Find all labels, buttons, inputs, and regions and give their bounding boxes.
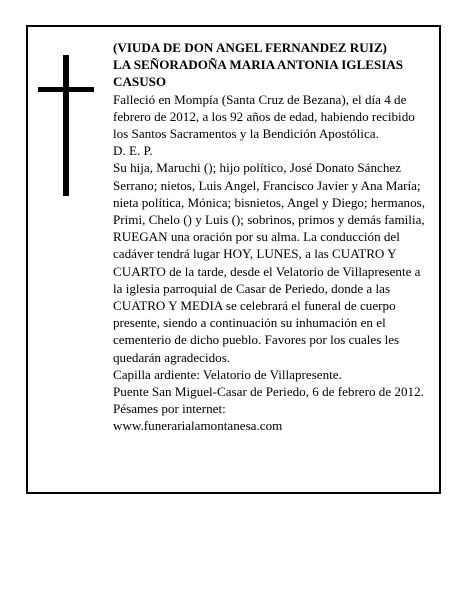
website-link: www.funerarialamontanesa.com xyxy=(113,418,283,434)
place-date: Puente San Miguel-Casar de Periedo, 6 de febrero de 2012. xyxy=(113,384,424,400)
deceased-name: LA SEÑORADOÑA MARIA ANTONIA IGLESIAS CASUSO xyxy=(113,57,404,90)
condolences-label: Pésames por internet: xyxy=(113,401,226,417)
cross-vertical-bar xyxy=(63,55,69,196)
family-list: Su hija, Maruchi (); hijo político, José Donato Sánchez Serrano; nietos, Luis Angel, Francisco Javier y Ana María; nieta política, Mónica; bisnietos, Angel y Diego; hermanos, Primi, Chelo () y Luis (); sobrinos, primos y demás familia, xyxy=(113,160,426,228)
rip-line: D. E. P. xyxy=(113,143,153,159)
death-statement: Falleció en Mompía (Santa Cruz de Bezana), el día 4 de febrero de 2012, a los 92 años de edad, habiendo recibido los Santos Sacramentos y la Bendición Apostólica. xyxy=(113,91,415,142)
cross-horizontal-bar xyxy=(38,87,94,92)
widow-line: (VIUDA DE DON ANGEL FERNANDEZ RUIZ) xyxy=(113,40,387,55)
chapel-line: Capilla ardiente: Velatorio de Villapresente. xyxy=(113,366,342,382)
funeral-details: RUEGAN una oración por su alma. La conducción del cadáver tendrá lugar HOY, LUNES, a las CUATRO Y CUARTO de la tarde, desde el Velatorio de Villapresente a la iglesia parroquial de Casar de Periedo, donde a las CUATRO Y MEDIA se celebrará el funeral de cuerpo presente, siendo a continuación su inhumación en el cementerio de dicho pueblo. Favores por los cuales les quedarán agradecidos. xyxy=(113,229,421,365)
obituary-text xyxy=(113,39,429,435)
